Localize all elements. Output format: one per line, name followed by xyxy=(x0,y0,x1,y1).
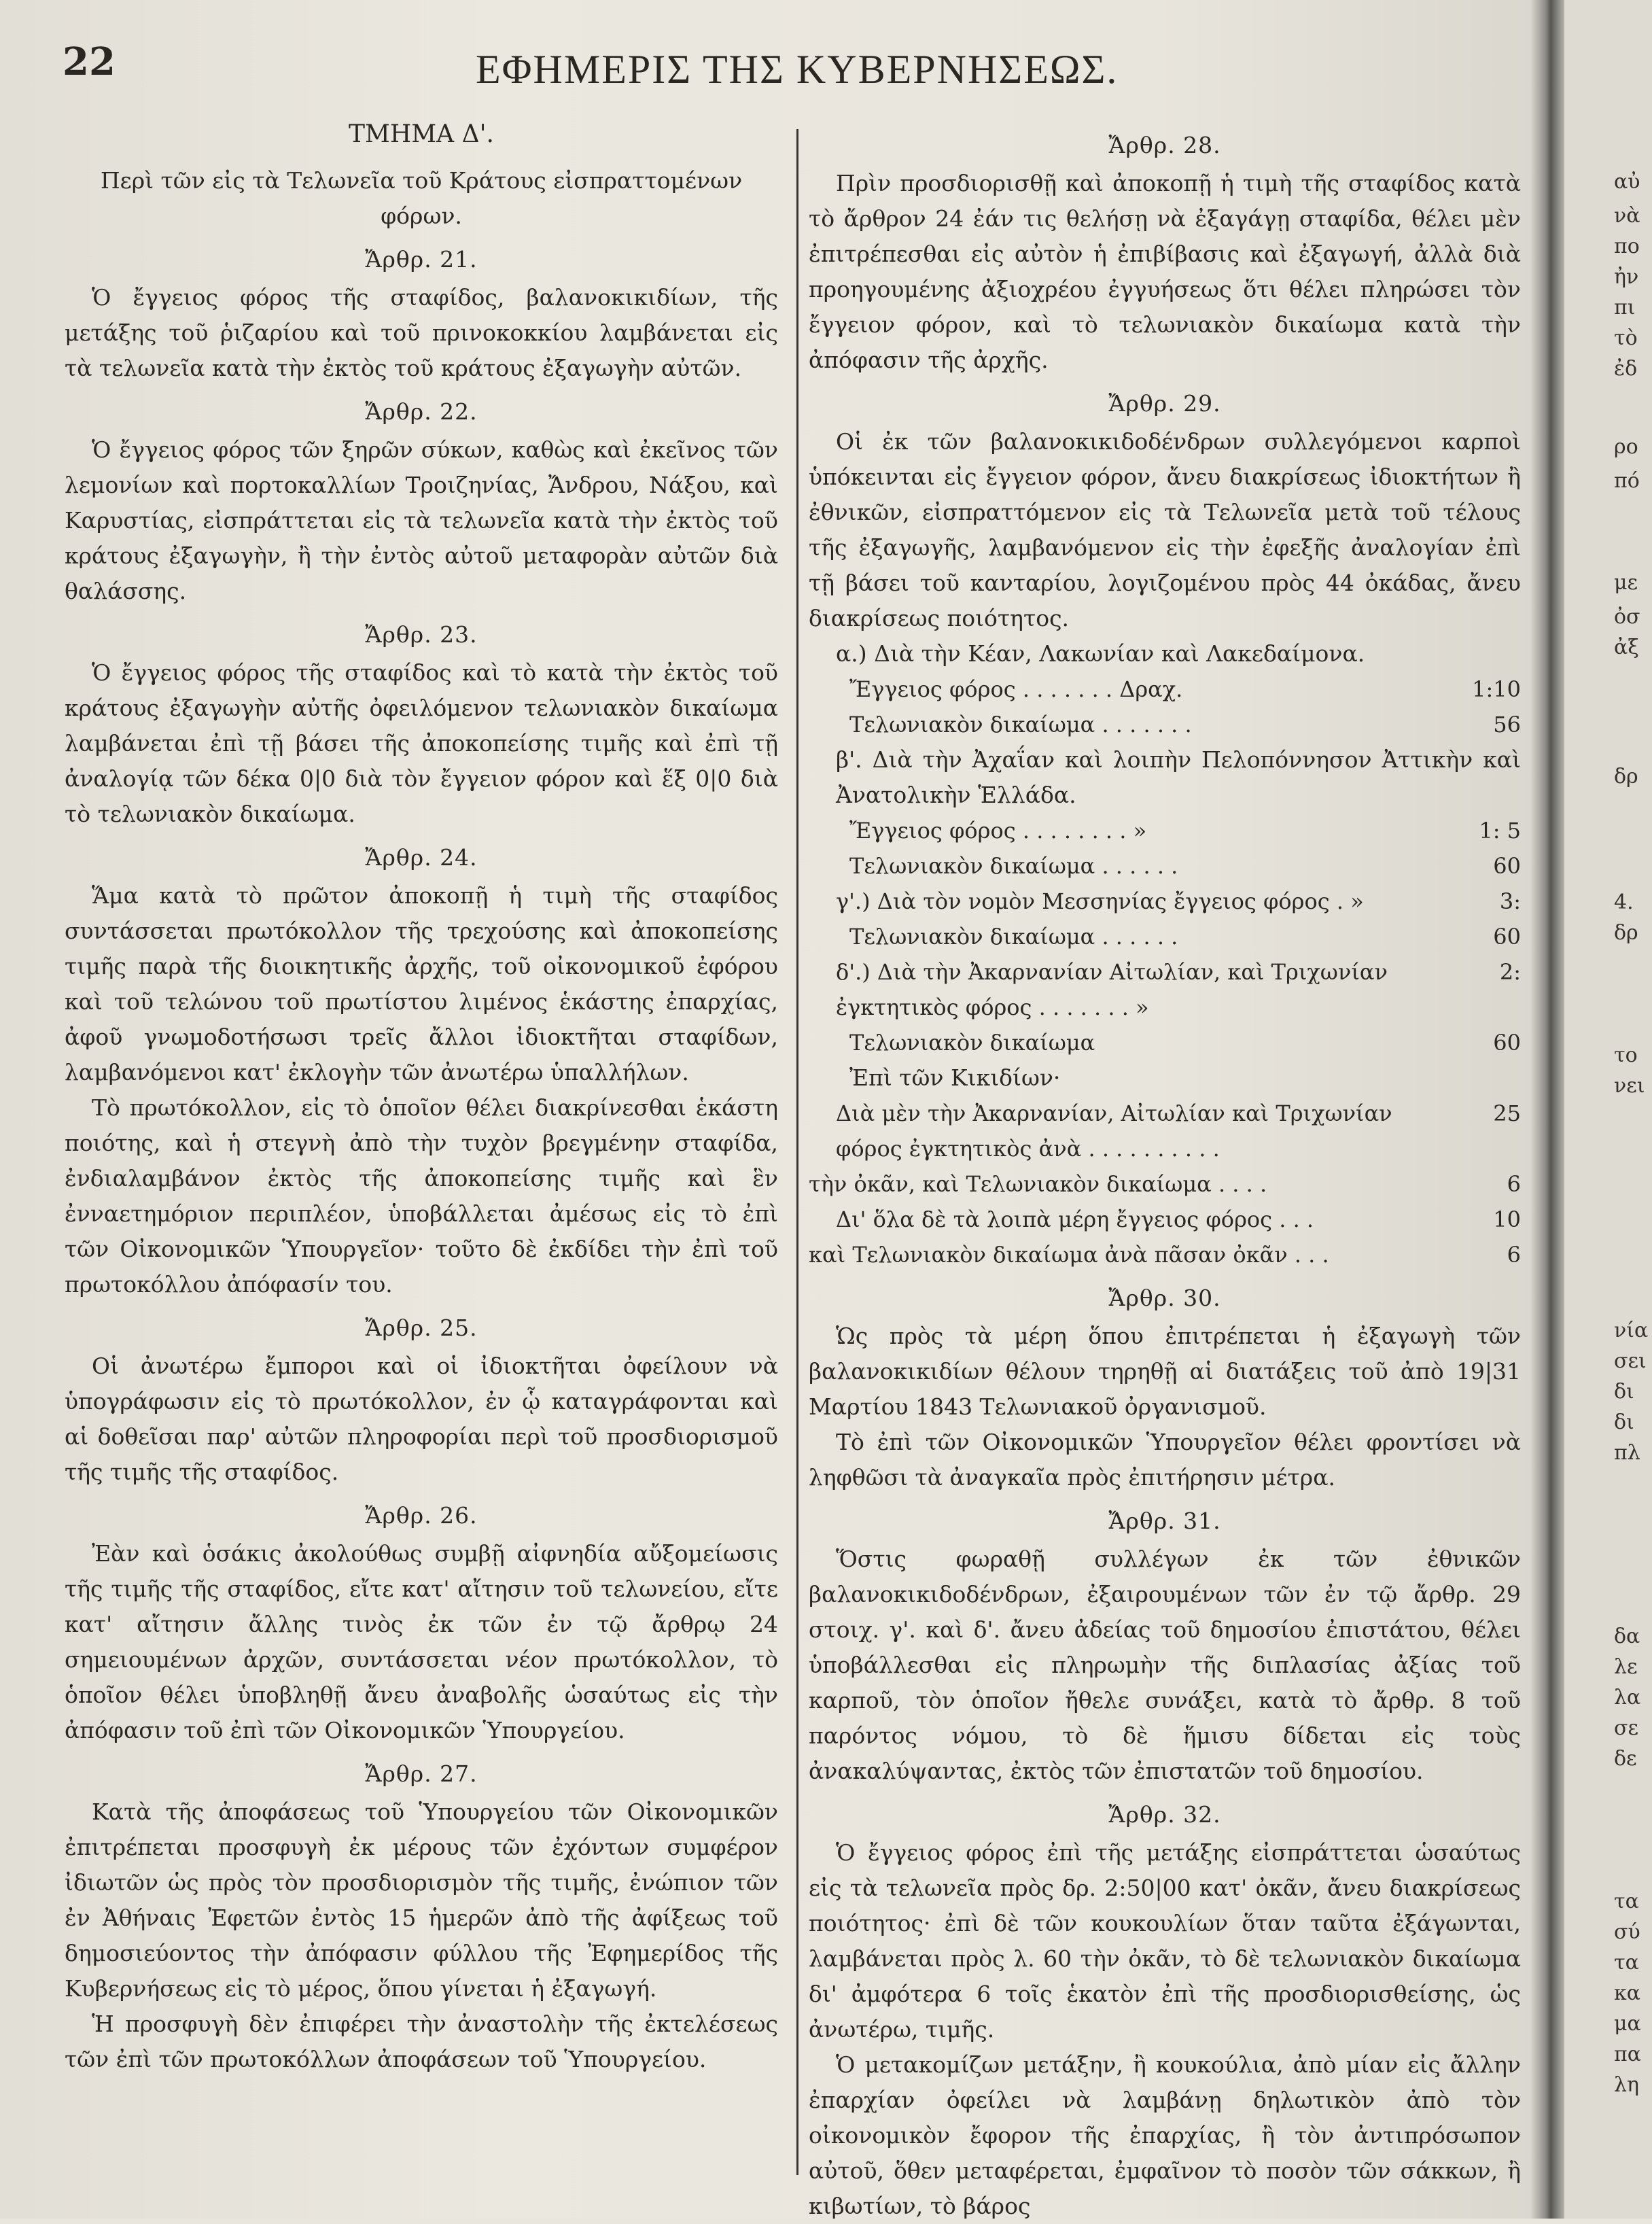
tariff-value: 25 xyxy=(1493,1100,1521,1126)
facing-page-fragment: τὸ xyxy=(1614,326,1638,350)
article-21-text: Ὁ ἔγγειος φόρος τῆς σταφίδος, βαλανοκικιδίων, τῆς μετάξης τοῦ ῥιζαρίου καὶ τοῦ πρινοκοκκίου λαμβάνεται εἰς τὰ τελωνεῖα κατὰ τὴν ἐκτὸς τοῦ κράτους ἐξαγωγὴν αὐτῶν. xyxy=(65,284,778,381)
article-27-paragraph-2: Ἡ προσφυγὴ δὲν ἐπιφέρει τὴν ἀναστολὴν τῆς ἐκτελέσεως τῶν ἐπὶ τῶν πρωτοκόλλων ἀποφάσεων τοῦ Ὑπουργείου. xyxy=(65,2011,778,2072)
tariff-row xyxy=(809,1237,1521,1272)
right-column xyxy=(809,116,1521,2224)
facing-page-fragment: μα xyxy=(1614,2012,1641,2036)
tariff-label: Τελωνιακὸν δικαίωμα . . . . . . xyxy=(849,924,1178,950)
facing-page-fragment: σει xyxy=(1614,1349,1647,1373)
running-head: ΕΦΗΜΕΡΙΣ ΤΗΣ ΚΥΒΕΡΝΗΣΕΩΣ. xyxy=(476,47,1119,92)
facing-page-fragment: πι xyxy=(1614,296,1636,319)
column-divider xyxy=(796,129,798,2175)
tariff-value: 6 xyxy=(1507,1171,1521,1197)
article-32-paragraph-2: Ὁ μετακομίζων μετάξην, ἢ κουκούλια, ἀπὸ μίαν εἰς ἄλλην ἐπαρχίαν ὀφείλει νὰ λαμβάνῃ δηλωτικὸν ἀπὸ τὸν οἰκονομικὸν ἔφορον τῆς ἐπαρχίας, ἢ τὸν ἀντιπρόσωπον αὐτοῦ, ὅθεν μεταφέρεται, ἐμφαῖνον τὸ ποσὸν τῶν σάκκων, ἢ κιβωτίων, τὸ βάρος xyxy=(809,2051,1521,2219)
tariff-row xyxy=(809,672,1521,707)
facing-page-fragment: αὐ xyxy=(1614,170,1640,194)
article-24-heading: Ἄρθρ. 24. xyxy=(365,844,478,871)
article-22-heading: Ἄρθρ. 22. xyxy=(365,398,478,425)
article-30-heading: Ἄρθρ. 30. xyxy=(1108,1285,1221,1311)
facing-page-fragment: με xyxy=(1614,571,1638,595)
article-32-heading: Ἄρθρ. 32. xyxy=(1108,1801,1221,1828)
article-22-text: Ὁ ἔγγειος φόρος τῶν ξηρῶν σύκων, καθὼς καὶ ἐκεῖνος τῶν λεμονίων καὶ πορτοκαλλίων Τροιζηνίας, Ἄνδρου, Νάξου, καὶ Καρυστίας, εἰσπράττεται εἰς τὰ τελωνεῖα κατὰ τὴν ἐκτὸς τοῦ κράτους ἐξαγωγὴν, ἢ τὴν ἐντὸς αὐτοῦ μεταφορὰν αὐτῶν διὰ θαλάσσης. xyxy=(65,436,778,604)
tariff-row xyxy=(809,884,1521,919)
article-23-text: Ὁ ἔγγειος φόρος τῆς σταφίδος καὶ τὸ κατὰ τὴν ἐκτὸς τοῦ κράτους ἐξαγωγὴν αὐτῆς ὀφειλόμενον τελωνιακὸν δικαίωμα λαμβάνεται ἐπὶ τῇ βάσει τῆς ἀποκοπείσης τιμῆς καὶ ἐπὶ τῇ ἀναλογίᾳ τῶν δέκα 0|0 διὰ τὸν ἔγγειον φόρον καὶ ἕξ 0|0 διὰ τὸ τελωνιακὸν δικαίωμα. xyxy=(65,659,778,827)
article-30-paragraph-2: Τὸ ἐπὶ τῶν Οἰκονομικῶν Ὑπουργεῖον θέλει φροντίσει νὰ ληφθῶσι τὰ ἀναγκαῖα πρὸς ἐπιτήρησιν μέτρα. xyxy=(809,1429,1521,1491)
tariff-label: Δι' ὅλα δὲ τὰ λοιπὰ μέρη ἔγγειος φόρος . . . xyxy=(836,1206,1314,1232)
tariff-e-title: Ἐπὶ τῶν Κικιδίων· xyxy=(849,1064,1061,1091)
section-title: ΤΜΗΜΑ Δ'. xyxy=(349,120,494,148)
article-31-text: Ὅστις φωραθῇ συλλέγων ἐκ τῶν ἐθνικῶν βαλανοκικιδοδένδρων, ἐξαιρουμένων τῶν ἐν τῷ ἄρθρ. 29 στοιχ. γ'. καὶ δ'. ἄνευ ἀδείας τοῦ δημοσίου ἐπιστάτου, θέλει ὑποβάλλεσθαι εἰς πληρωμὴν τῆς διπλασίας ἀξίας τοῦ καρποῦ, τὸν ὁποῖον ἤθελε συνάξει, κατὰ τὸ ἄρθρ. 8 τοῦ παρόντος νόμου, τὸ δὲ ἥμισυ δίδεται εἰς τοὺς ἀνακαλύψαντας, ἐκτὸς τῶν ἐπιστατῶν τοῦ δημοσίου. xyxy=(809,1546,1521,1784)
binding-gutter xyxy=(1530,0,1564,2219)
facing-page-fragment: 4. xyxy=(1614,890,1634,914)
facing-page-fragment: δρ xyxy=(1614,765,1638,788)
facing-page-fragment: ἐδ xyxy=(1614,357,1638,381)
facing-page-fragment: σύ xyxy=(1614,1920,1640,1944)
article-27-heading: Ἄρθρ. 27. xyxy=(365,1760,478,1787)
tariff-row xyxy=(809,813,1521,848)
tariff-value: 60 xyxy=(1493,853,1521,879)
tariff-label: Ἔγγειος φόρος . . . . . . . . » xyxy=(849,818,1147,844)
tariff-row xyxy=(809,919,1521,954)
tariff-row xyxy=(809,1025,1521,1060)
tariff-value: 60 xyxy=(1493,924,1521,950)
article-25-text: Οἱ ἀνωτέρω ἔμποροι καὶ οἱ ἰδιοκτῆται ὀφείλουν νὰ ὑπογράφωσιν εἰς τὸ πρωτόκολλον, ἐν ᾧ καταγράφονται καὶ αἱ δοθεῖσαι παρ' αὐτῶν πληροφορίαι περὶ τοῦ προσδιορισμοῦ τῆς τιμῆς τῆς σταφίδος. xyxy=(65,1353,778,1485)
tariff-value: 56 xyxy=(1493,712,1521,737)
article-26-heading: Ἄρθρ. 26. xyxy=(365,1502,478,1529)
facing-page-fragment: το xyxy=(1614,1043,1638,1067)
facing-page-fragment: νὰ xyxy=(1614,204,1640,228)
page-number: 22 xyxy=(63,39,116,84)
tariff-row xyxy=(809,954,1521,1025)
facing-page-fragment: δα xyxy=(1614,1624,1640,1648)
tariff-label: τὴν ὀκᾶν, καὶ Τελωνιακὸν δικαίωμα . . . . xyxy=(809,1171,1267,1197)
article-32-paragraph-1: Ὁ ἔγγειος φόρος ἐπὶ τῆς μετάξης εἰσπράττεται ὡσαύτως εἰς τὰ τελωνεῖα πρὸς δρ. 2:50|00 κατ' ὀκᾶν, ἄνευ διακρίσεως ποιότητος· ἐπὶ δὲ τῶν κουκουλίων ὅταν ταῦτα ἐξάγωνται, λαμβάνεται πρὸς λ. 60 τὴν ὀκᾶν, τὸ δὲ τελωνιακὸν δικαίωμα δι' ἀμφότερα 6 τοῖς ἑκατὸν ἐπὶ τῆς προσδιορισθείσης, ὡς ἀνωτέρω, τιμῆς. xyxy=(809,1839,1521,2043)
tariff-label: Τελωνιακὸν δικαίωμα xyxy=(849,1030,1095,1056)
article-24-paragraph-2: Τὸ πρωτόκολλον, εἰς τὸ ὁποῖον θέλει διακρίνεσθαι ἑκάστη ποιότης, καὶ ἡ στεγνὴ ἀπὸ τὴν τυχὸν βρεγμένην σταφίδα, ἐνδιαλαμβάνον ἐκτὸς τῆς ἀποκοπείσης τιμῆς καὶ ἓν ἐνναετημόριον περιπλέον, ὑποβάλλεται ἀμέσως εἰς τὸ ἐπὶ τῶν Οἰκονομικῶν Ὑπουργεῖον· τοῦτο δὲ ἐκδίδει τὴν ἐπὶ τοῦ πρωτοκόλλου ἀπόφασίν του. xyxy=(65,1094,778,1298)
section-subtitle: Περὶ τῶν εἰς τὰ Τελωνεῖα τοῦ Κράτους εἰσπραττομένων φόρων. xyxy=(100,167,743,229)
left-column xyxy=(65,116,778,2077)
facing-page-fragment: δρ xyxy=(1614,921,1638,945)
tariff-row xyxy=(809,1202,1521,1237)
article-26-text: Ἐὰν καὶ ὁσάκις ἀκολούθως συμβῇ αἰφνηδία αὔξομείωσις τῆς τιμῆς τῆς σταφίδος, εἴτε κατ' αἴτησιν τοῦ τελωνείου, εἴτε κατ' αἴτησιν ἄλλης τινὸς ἐκ τῶν ἐν τῷ ἄρθρῳ 24 σημειουμένων ἀρχῶν, συντάσσεται νέον πρωτόκολλον, τὸ ὁποῖον θέλει ὑποβληθῇ ἄνευ ἀναβολῆς ὡσαύτως εἰς τὴν ἀπόφασιν τοῦ ἐπὶ τῶν Οἰκονομικῶν Ὑπουργείου. xyxy=(65,1540,778,1743)
tariff-label: γ'.) Διὰ τὸν νομὸν Μεσσηνίας ἔγγειος φόρος . » xyxy=(836,888,1364,914)
tariff-a-title: α.) Διὰ τὴν Κέαν, Λακωνίαν καὶ Λακεδαίμονα. xyxy=(836,640,1365,667)
facing-page-fragment: νία xyxy=(1614,1319,1649,1342)
article-30-paragraph-1: Ὡς πρὸς τὰ μέρη ὅπου ἐπιτρέπεται ἡ ἐξαγωγὴ τῶν βαλανοκικιδίων θέλουν τηρηθῇ αἱ διατάξεις τοῦ ἀπὸ 19|31 Μαρτίου 1843 Τελωνιακοῦ ὀργανισμοῦ. xyxy=(809,1323,1521,1420)
facing-page-fragment: πο xyxy=(1614,234,1640,258)
tariff-row xyxy=(809,707,1521,742)
tariff-label: καὶ Τελωνιακὸν δικαίωμα ἀνὰ πᾶσαν ὀκᾶν . . . xyxy=(809,1242,1329,1268)
facing-page-fragment: τα xyxy=(1614,1951,1639,1975)
article-25-heading: Ἄρθρ. 25. xyxy=(365,1315,478,1341)
article-23-heading: Ἄρθρ. 23. xyxy=(365,621,478,648)
facing-page-fragment: δι xyxy=(1614,1380,1634,1404)
article-29-text: Οἱ ἐκ τῶν βαλανοκικιδοδένδρων συλλεγόμενοι καρποὶ ὑπόκεινται εἰς ἔγγειον φόρον, ἄνευ διακρίσεως ἰδιοκτήτων ἢ ἐθνικῶν, εἰσπραττόμενον εἰς τὰ Τελωνεῖα μετὰ τοῦ τέλους τῆς ἐξαγωγῆς, λαμβανόμενον εἰς τὴν ἐφεξῆς ἀναλογίαν ἐπὶ τῇ βάσει τοῦ κανταρίου, λογιζομένου πρὸς 44 ὀκάδας, ἄνευ διακρίσεως ποιότητος. xyxy=(809,428,1521,631)
facing-page-edge xyxy=(1564,0,1652,2219)
tariff-row xyxy=(809,848,1521,884)
tariff-value: 1: 5 xyxy=(1479,818,1521,844)
facing-page-fragment: λα xyxy=(1614,1686,1641,1709)
tariff-value: 2: xyxy=(1499,959,1521,985)
article-28-text: Πρὶν προσδιορισθῇ καὶ ἀποκοπῇ ἡ τιμὴ τῆς σταφίδος κατὰ τὸ ἄρθρον 24 ἐάν τις θελήσῃ νὰ ἐξαγάγῃ σταφίδα, θέλει μὲν ἐπιτρέπεσθαι εἰς αὐτὸν ἡ ἐπιβίβασις καὶ ἐξαγωγή, ἀλλὰ διὰ προηγουμένης ἀξιοχρέου ἐγγυήσεως ὅτι θέλει πληρώσει τὸν ἔγγειον φόρον, καὶ τὸ τελωνιακὸν δικαίωμα κατὰ τὴν ἀπόφασιν τῆς ἀρχῆς. xyxy=(809,170,1521,373)
tariff-value: 6 xyxy=(1507,1242,1521,1268)
facing-page-fragment: λη xyxy=(1614,2073,1639,2097)
article-24-paragraph-1: Ἅμα κατὰ τὸ πρῶτον ἀποκοπῇ ἡ τιμὴ τῆς σταφίδος συντάσσεται πρωτόκολλον τῆς τρεχούσης καὶ ἀποκοπείσης τιμῆς παρὰ τῆς διοικητικῆς ἀρχῆς, τοῦ οἰκονομικοῦ ἐφόρου καὶ τοῦ τελώνου τοῦ πρωτίστου λιμένος ἑκάστης ἐπαρχίας, ἀφοῦ γνωμοδοτήσωσι τρεῖς ἄλλοι ἰδιοκτῆται σταφίδων, λαμβανόμενοι κατ' ἐκλογὴν τῶν ἀνωτέρω ὑπαλλήλων. xyxy=(65,882,778,1085)
facing-page-fragment: πλ xyxy=(1614,1441,1640,1465)
tariff-value: 3: xyxy=(1499,888,1521,914)
facing-page-fragment: λε xyxy=(1614,1655,1638,1679)
facing-page-fragment: ἀξ xyxy=(1614,636,1639,659)
facing-page-fragment: νει xyxy=(1614,1074,1645,1098)
tariff-row xyxy=(809,1166,1521,1202)
article-21-heading: Ἄρθρ. 21. xyxy=(365,246,478,273)
tariff-label: δ'.) Διὰ τὴν Ἀκαρνανίαν Αἰτωλίαν, καὶ Τριχωνίαν ἐγκτητικὸς φόρος . . . . . . . » xyxy=(836,959,1388,1020)
facing-page-fragment: δι xyxy=(1614,1410,1634,1434)
tariff-label: Ἔγγειος φόρος . . . . . . . Δραχ. xyxy=(849,676,1183,702)
tariff-value: 60 xyxy=(1493,1030,1521,1056)
tariff-label: Διὰ μὲν τὴν Ἀκαρνανίαν, Αἰτωλίαν καὶ Τριχωνίαν φόρος ἐγκτητικὸς ἀνὰ . . . . . . . . . . xyxy=(836,1100,1392,1162)
facing-page-fragment: κα xyxy=(1614,1981,1641,2005)
facing-page-fragment: τα xyxy=(1614,1890,1639,1913)
tariff-label: Τελωνιακὸν δικαίωμα . . . . . . . xyxy=(849,712,1192,737)
article-28-heading: Ἄρθρ. 28. xyxy=(1108,132,1221,158)
tariff-row xyxy=(809,1096,1521,1166)
tariff-value: 1:10 xyxy=(1472,676,1521,702)
article-27-paragraph-1: Κατὰ τῆς ἀποφάσεως τοῦ Ὑπουργείου τῶν Οἰκονομικῶν ἐπιτρέπεται προσφυγὴ ἐκ μέρους τῶν ἐχόντων συμφέρον ἰδιωτῶν ὡς πρὸς τὸν προσδιορισμὸν τῆς τιμῆς, ἐνώπιον τῶν ἐν Ἀθήναις Ἐφετῶν ἐντὸς 15 ἡμερῶν ἀπὸ τῆς ἀφίξεως τοῦ δημοσιεύοντος τὴν ἀπόφασιν φύλλου τῆς Ἐφημερίδος τῆς Κυβερνήσεως εἰς τὸ μέρος, ὅπου γίνεται ἡ ἐξαγωγή. xyxy=(65,1799,778,2002)
tariff-value: 10 xyxy=(1493,1206,1521,1232)
article-29-heading: Ἄρθρ. 29. xyxy=(1108,390,1221,417)
facing-page-fragment: σε xyxy=(1614,1716,1639,1740)
facing-page-fragment: πα xyxy=(1614,2043,1641,2066)
facing-page-fragment: ρο xyxy=(1614,435,1638,459)
facing-page-fragment: πό xyxy=(1614,469,1640,493)
facing-page-fragment: δε xyxy=(1614,1747,1637,1771)
tariff-b-title: β'. Διὰ τὴν Ἀχαΐαν καὶ λοιπὴν Πελοπόννησον Ἀττικὴν καὶ Ἀνατολικὴν Ἑλλάδα. xyxy=(836,746,1521,808)
facing-page-fragment: ἠν xyxy=(1614,265,1639,289)
tariff-label: Τελωνιακὸν δικαίωμα . . . . . . xyxy=(849,853,1178,879)
facing-page-fragment: ὀσ xyxy=(1614,605,1640,629)
article-31-heading: Ἄρθρ. 31. xyxy=(1108,1508,1221,1534)
